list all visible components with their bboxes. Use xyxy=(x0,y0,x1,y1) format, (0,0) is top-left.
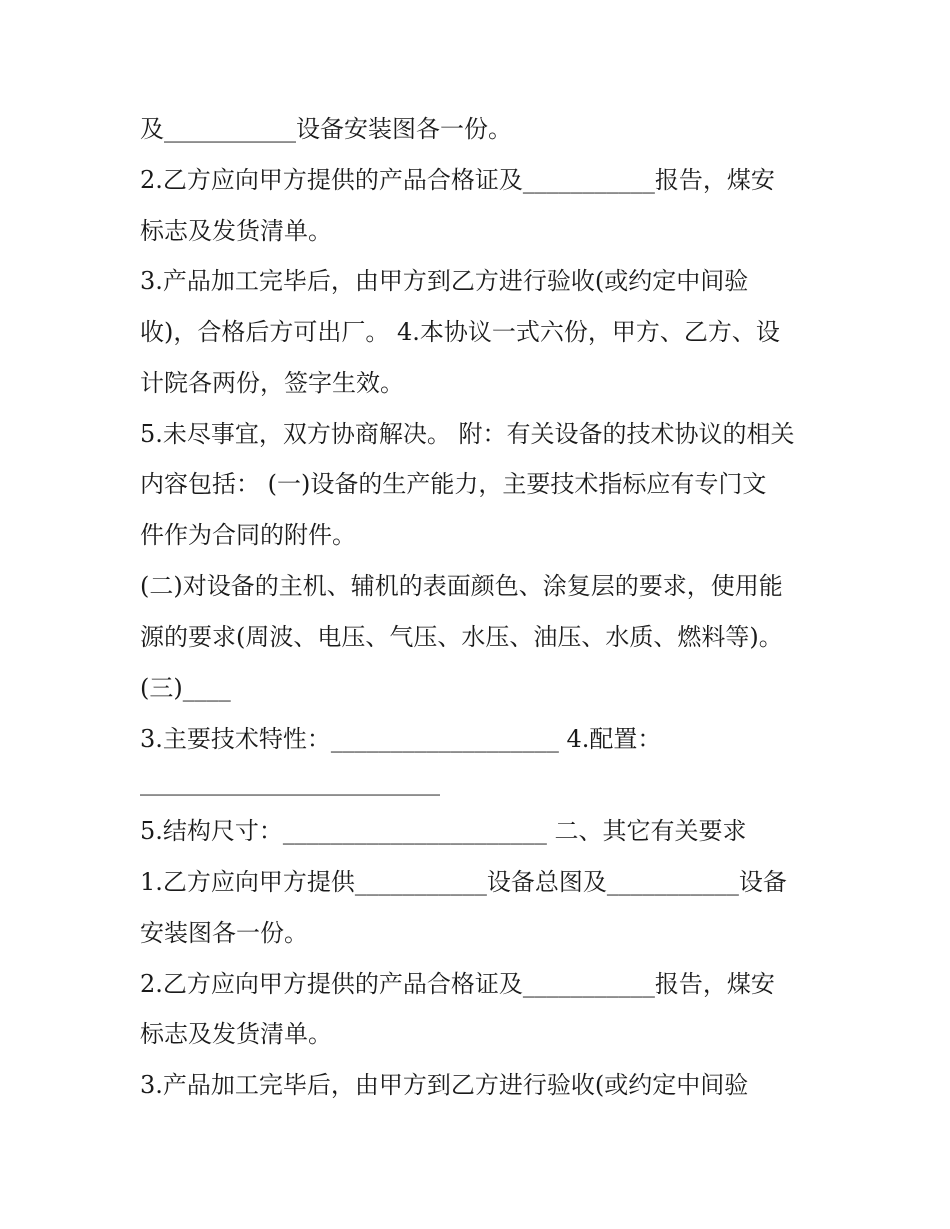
text-line: 件作为合同的附件。 xyxy=(140,521,356,549)
text-line: 标志及发货清单。 xyxy=(140,217,332,245)
text-line: (二)对设备的主机、辅机的表面颜色、涂复层的要求，使用能 xyxy=(140,572,783,600)
text-line: _________________________ xyxy=(140,768,440,796)
text-line: 计院各两份，签字生效。 xyxy=(140,369,404,397)
text-line: 5.结构尺寸：______________________ 二、其它有关要求 xyxy=(140,817,747,845)
text-line: 5.未尽事宜，双方协商解决。 附：有关设备的技术协议的相关 xyxy=(140,420,795,448)
text-line: 3.主要技术特性：___________________ 4.配置： xyxy=(140,725,662,753)
text-line: 1.乙方应向甲方提供___________设备总图及___________设备 xyxy=(140,868,787,896)
text-line: 及___________设备安装图各一份。 xyxy=(140,115,512,143)
text-line: 源的要求(周波、电压、气压、水压、油压、水质、燃料等)。 xyxy=(140,623,783,651)
text-line: 安装图各一份。 xyxy=(140,919,308,947)
text-line: 收)，合格后方可出厂。 4.本协议一式六份，甲方、乙方、设 xyxy=(140,318,780,346)
text-line: (三)____ xyxy=(140,674,231,702)
text-line: 3.产品加工完毕后，由甲方到乙方进行验收(或约定中间验 xyxy=(140,267,749,295)
text-line: 内容包括： (一)设备的生产能力，主要技术指标应有专门文 xyxy=(140,470,767,498)
text-line: 3.产品加工完毕后，由甲方到乙方进行验收(或约定中间验 xyxy=(140,1071,749,1099)
text-line: 2.乙方应向甲方提供的产品合格证及___________报告，煤安 xyxy=(140,970,775,998)
text-line: 2.乙方应向甲方提供的产品合格证及___________报告，煤安 xyxy=(140,166,775,194)
text-line: 标志及发货清单。 xyxy=(140,1020,332,1048)
